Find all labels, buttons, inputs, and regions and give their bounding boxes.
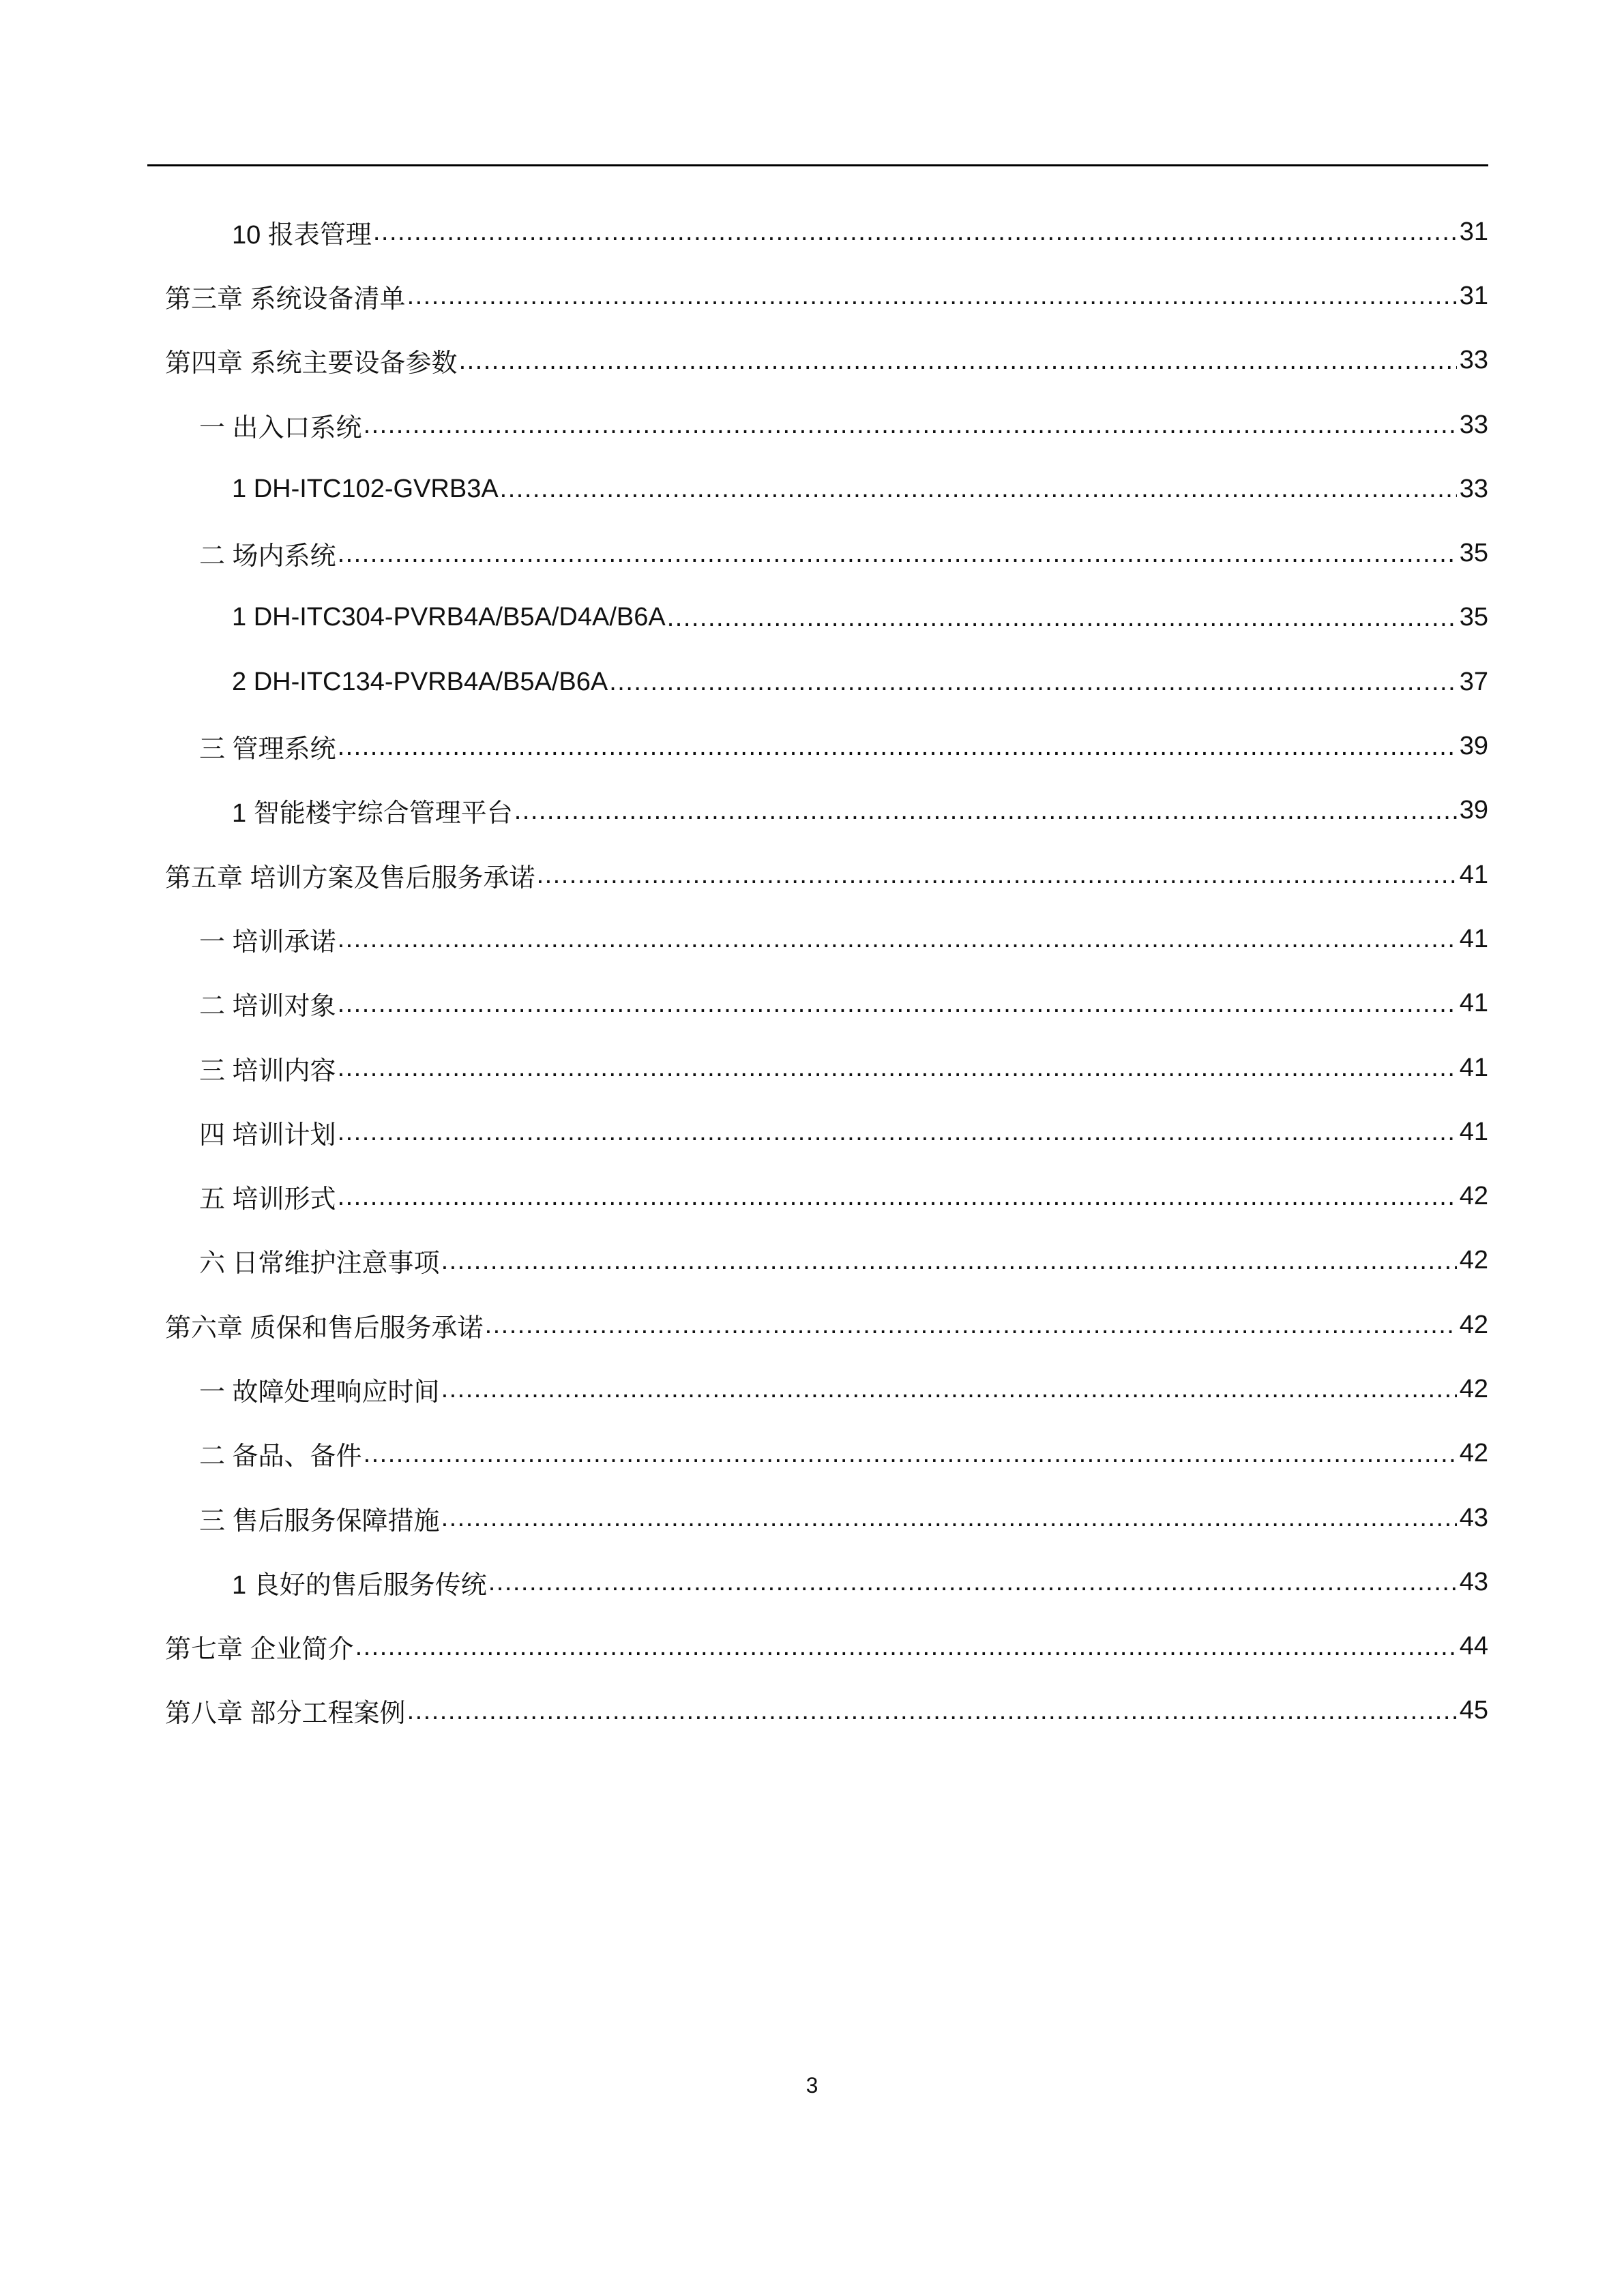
page-number: 3 — [806, 2073, 818, 2098]
toc-entry-page: 41 — [1459, 1053, 1488, 1082]
toc-entry-title: 二 备品、备件 — [199, 1442, 362, 1472]
toc-entry-title: 四 培训计划 — [199, 1120, 336, 1150]
dot-leader — [488, 1568, 1457, 1596]
dot-leader — [373, 218, 1457, 245]
toc-entry-title: 1 DH-ITC304-PVRB4A/B5A/D4A/B6A — [232, 603, 666, 632]
toc-entry[interactable] — [165, 200, 1488, 264]
toc-entry-page: 39 — [1459, 732, 1488, 761]
dot-leader — [537, 861, 1457, 889]
toc-entry[interactable] — [165, 1293, 1488, 1357]
toc-entry-title: 五 培训形式 — [199, 1185, 336, 1214]
toc-entry[interactable] — [165, 1679, 1488, 1743]
toc-entry[interactable] — [165, 586, 1488, 650]
dot-leader — [407, 1697, 1457, 1725]
toc-entry[interactable] — [165, 1100, 1488, 1164]
dot-leader — [441, 1375, 1457, 1403]
dot-leader — [485, 1311, 1457, 1339]
toc-entry[interactable] — [165, 714, 1488, 778]
toc-entry-title: 一 出入口系统 — [199, 413, 362, 443]
dot-leader — [338, 733, 1457, 760]
toc-entry[interactable] — [165, 1357, 1488, 1421]
toc-entry-page: 33 — [1459, 410, 1488, 439]
toc-entry[interactable] — [165, 1550, 1488, 1614]
dot-leader — [441, 1247, 1457, 1274]
dot-leader — [338, 925, 1457, 953]
dot-leader — [500, 475, 1457, 503]
toc-entry-title: 六 日常维护注意事项 — [199, 1249, 440, 1279]
toc-entry-page: 39 — [1459, 796, 1488, 825]
toc-entry-title: 二 场内系统 — [199, 542, 336, 571]
toc-entry-title: 1 智能楼宇综合管理平台 — [232, 799, 513, 829]
toc-entry-page: 35 — [1459, 603, 1488, 632]
toc-entry[interactable] — [165, 329, 1488, 393]
toc-entry-page: 41 — [1459, 1117, 1488, 1146]
toc-entry[interactable] — [165, 393, 1488, 457]
toc-entry-page: 37 — [1459, 667, 1488, 696]
toc-entry-page: 42 — [1459, 1374, 1488, 1403]
toc-entry-title: 1 良好的售后服务传统 — [232, 1570, 487, 1600]
toc-entry[interactable] — [165, 1036, 1488, 1100]
dot-leader — [355, 1633, 1457, 1660]
toc-entry[interactable] — [165, 1164, 1488, 1228]
toc-entry[interactable] — [165, 1615, 1488, 1679]
toc-entry-page: 31 — [1459, 217, 1488, 246]
toc-entry[interactable] — [165, 650, 1488, 714]
toc-entry[interactable] — [165, 843, 1488, 907]
toc-entry-title: 二 培训对象 — [199, 992, 336, 1022]
toc-entry-page: 43 — [1459, 1567, 1488, 1596]
toc-entry-page: 41 — [1459, 989, 1488, 1018]
dot-leader — [667, 604, 1457, 631]
toc-entry-page: 42 — [1459, 1182, 1488, 1211]
toc-entry[interactable] — [165, 1229, 1488, 1293]
toc-entry-title: 第六章 质保和售后服务承诺 — [165, 1313, 484, 1343]
dot-leader — [514, 797, 1457, 824]
toc-entry-title: 第八章 部分工程案例 — [165, 1699, 406, 1729]
toc-entry-page: 42 — [1459, 1310, 1488, 1339]
toc-entry[interactable] — [165, 779, 1488, 843]
header-rule — [147, 164, 1488, 166]
toc-entry-page: 42 — [1459, 1246, 1488, 1275]
dot-leader — [338, 990, 1457, 1017]
toc-entry-page: 33 — [1459, 346, 1488, 375]
dot-leader — [441, 1504, 1457, 1532]
toc-entry[interactable] — [165, 264, 1488, 328]
toc-entry[interactable] — [165, 1486, 1488, 1550]
toc-entry-page: 45 — [1459, 1696, 1488, 1725]
toc-entry[interactable] — [165, 521, 1488, 585]
toc-entry[interactable] — [165, 1422, 1488, 1486]
toc-entry-page: 41 — [1459, 860, 1488, 889]
dot-leader — [364, 1440, 1457, 1467]
toc-entry[interactable] — [165, 907, 1488, 971]
dot-leader — [609, 668, 1456, 696]
dot-leader — [338, 1118, 1457, 1146]
toc-entry-page: 44 — [1459, 1632, 1488, 1661]
dot-leader — [407, 282, 1457, 310]
toc-entry-title: 第三章 系统设备清单 — [165, 284, 406, 314]
table-of-contents — [165, 200, 1488, 1743]
toc-entry-title: 一 培训承诺 — [199, 927, 336, 957]
toc-entry-title: 三 培训内容 — [199, 1056, 336, 1086]
dot-leader — [338, 540, 1457, 567]
toc-entry-title: 1 DH-ITC102-GVRB3A — [232, 474, 499, 503]
toc-entry-title: 第五章 培训方案及售后服务承诺 — [165, 863, 535, 893]
dot-leader — [364, 411, 1457, 438]
toc-entry-page: 33 — [1459, 474, 1488, 503]
dot-leader — [459, 347, 1457, 374]
toc-entry-page: 31 — [1459, 281, 1488, 310]
toc-entry-title: 三 管理系统 — [199, 735, 336, 764]
toc-entry-title: 10 报表管理 — [232, 220, 372, 250]
toc-entry-page: 43 — [1459, 1503, 1488, 1532]
dot-leader — [338, 1054, 1457, 1082]
toc-entry-title: 一 故障处理响应时间 — [199, 1377, 440, 1407]
toc-entry-page: 42 — [1459, 1439, 1488, 1468]
toc-entry-title: 第四章 系统主要设备参数 — [165, 349, 458, 378]
toc-entry[interactable] — [165, 972, 1488, 1036]
toc-entry-title: 2 DH-ITC134-PVRB4A/B5A/B6A — [232, 667, 608, 696]
toc-entry-title: 第七章 企业简介 — [165, 1635, 354, 1665]
toc-entry-page: 35 — [1459, 539, 1488, 568]
toc-entry-title: 三 售后服务保障措施 — [199, 1506, 440, 1536]
toc-entry[interactable] — [165, 457, 1488, 521]
toc-entry-page: 41 — [1459, 924, 1488, 953]
dot-leader — [338, 1183, 1457, 1210]
